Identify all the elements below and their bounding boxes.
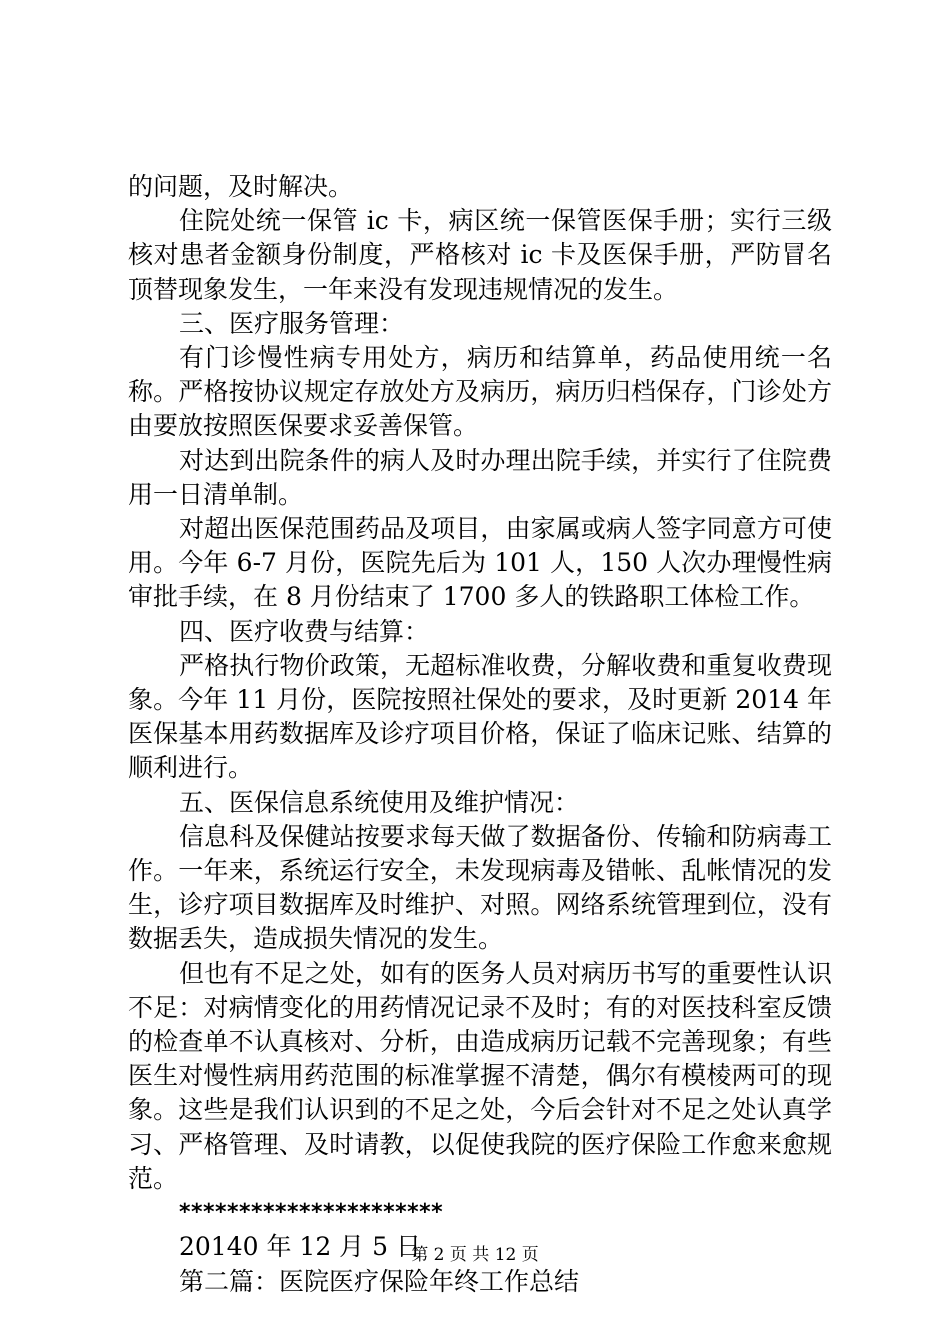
paragraph: 对超出医保范围药品及项目，由家属或病人签字同意方可使用。今年 6-7 月份，医院先后为 101 人，150 人次办理慢性病审批手续，在 8 月份结束了 1700 多人的铁路职工体检工作。: [128, 514, 832, 612]
separator-line: **********************: [179, 1200, 444, 1226]
document-body: [128, 170, 832, 1299]
paragraph: 信息科及保健站按要求每天做了数据备份、传输和防病毒工作。一年来，系统运行安全，未发现病毒及错帐、乱帐情况的发生，诊疗项目数据库及时维护、对照。网络系统管理到位，没有数据丢失，造成损失情况的发生。: [128, 821, 832, 954]
paragraph: 对达到出院条件的病人及时办理出院手续，并实行了住院费用一日清单制。: [128, 445, 832, 509]
section-heading: 五、医保信息系统使用及维护情况：: [179, 787, 580, 817]
paragraph: 但也有不足之处，如有的医务人员对病历书写的重要性认识不足：对病情变化的用药情况记录不及时；有的对医技科室反馈的检查单不认真核对、分析，由造成病历记载不完善现象；有些医生对慢性病用药范围的标准掌握不清楚，偶尔有模棱两可的现象。这些是我们认识到的不足之处，今后会针对不足之处认真学习、严格管理、及时请教，以促使我院的医疗保险工作愈来愈规范。: [128, 958, 832, 1193]
paragraph: 的问题，及时解决。: [128, 172, 354, 201]
paragraph: 住院处统一保管 ic 卡，病区统一保管医保手册；实行三级核对患者金额身份制度，严格核对 ic 卡及医保手册，严防冒名顶替现象发生，一年来没有发现违规情况的发生。: [128, 206, 832, 304]
section-heading: 四、医疗收费与结算：: [179, 616, 430, 646]
document-date: 20140 年 12 月 5 日: [179, 1232, 421, 1262]
paragraph: 严格执行物价政策，无超标准收费，分解收费和重复收费现象。今年 11 月份，医院按照社保处的要求，及时更新 2014 年医保基本用药数据库及诊疗项目价格，保证了临床记账、结算的顺利进行。: [128, 650, 832, 783]
page-number-footer: 第 2 页 共 12 页: [411, 1245, 539, 1265]
next-document-title: 第二篇：医院医疗保险年终工作总结: [179, 1266, 580, 1296]
section-heading: 三、医疗服务管理：: [179, 308, 405, 338]
paragraph: 有门诊慢性病专用处方，病历和结算单，药品使用统一名称。严格按协议规定存放处方及病历，病历归档保存，门诊处方由要放按照医保要求妥善保管。: [128, 343, 832, 441]
